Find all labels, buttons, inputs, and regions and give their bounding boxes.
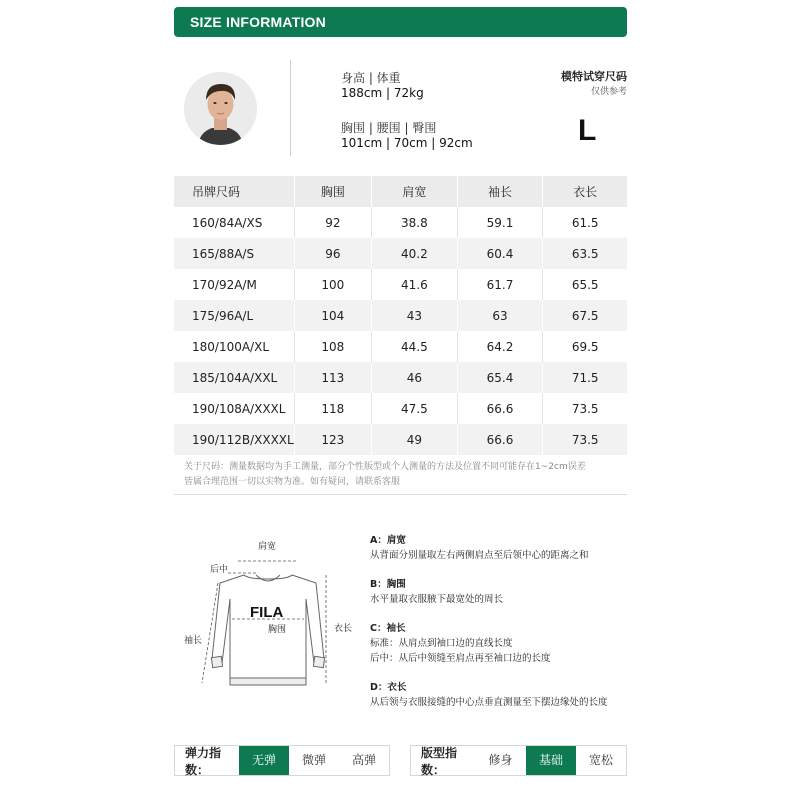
table-row <box>174 331 627 362</box>
cell-sleeve: 61.7 <box>457 269 543 300</box>
measure-shoulder-title: A：肩宽 <box>370 535 406 546</box>
cell-sleeve: 66.6 <box>457 424 543 455</box>
elasticity-option-slight[interactable]: 微弹 <box>301 753 326 767</box>
cell-length: 69.5 <box>543 331 627 362</box>
cell-length: 61.5 <box>543 207 627 238</box>
table-row <box>174 238 627 269</box>
cell-sleeve: 60.4 <box>457 238 543 269</box>
cell-chest: 100 <box>294 269 371 300</box>
size-table-header-row <box>174 176 627 207</box>
measure-sleeve <box>370 621 551 666</box>
cell-shoulder: 44.5 <box>372 331 458 362</box>
measure-sleeve-title: C：袖长 <box>370 623 406 634</box>
model-fit-size: L <box>578 114 597 147</box>
size-note-line-1: 关于尺码：测量数据均为手工测量，部分个性版型或个人测量的方法及位置不同可能存在1~2cm误差 <box>184 462 586 472</box>
section-divider <box>174 494 627 495</box>
header-shoulder: 肩宽 <box>372 176 458 207</box>
cell-length: 65.5 <box>543 269 627 300</box>
elasticity-option-none[interactable]: 无弹 <box>239 746 289 775</box>
cell-sleeve: 63 <box>457 300 543 331</box>
label-back-center: 后中 <box>210 565 229 575</box>
model-measurements-label: 胸围 | 腰围 | 臀围 <box>341 121 437 135</box>
fila-logo: FILA <box>250 604 284 621</box>
table-row <box>174 207 627 238</box>
model-fit-subtitle: 仅供参考 <box>590 87 627 97</box>
measure-length-desc: 从后领与衣服接缝的中心点垂直测量至下摆边缘处的长度 <box>370 697 608 708</box>
measure-shoulder <box>370 533 589 563</box>
elasticity-option-high[interactable]: 高弹 <box>351 753 376 767</box>
measure-shoulder-desc: 从背面分别量取左右两侧肩点至后领中心的距离之和 <box>370 550 589 561</box>
cell-sleeve: 65.4 <box>457 362 543 393</box>
model-height-weight-label: 身高 | 体重 <box>341 71 401 85</box>
cell-length: 73.5 <box>543 424 627 455</box>
table-row <box>174 300 627 331</box>
cell-chest: 118 <box>294 393 371 424</box>
cell-length: 63.5 <box>543 238 627 269</box>
cell-shoulder: 47.5 <box>372 393 458 424</box>
cell-length: 73.5 <box>543 393 627 424</box>
header-length: 衣长 <box>543 176 627 207</box>
label-sleeve: 袖长 <box>184 636 203 646</box>
cell-shoulder: 40.2 <box>372 238 458 269</box>
model-divider <box>290 60 291 156</box>
header-sleeve: 袖长 <box>457 176 543 207</box>
cell-tag-size: 160/84A/XS <box>174 207 294 238</box>
measure-chest-desc: 水平量取衣服腋下最宽处的周长 <box>370 594 504 605</box>
cell-chest: 113 <box>294 362 371 393</box>
cell-tag-size: 190/112B/XXXXL <box>174 424 294 455</box>
table-row <box>174 393 627 424</box>
model-portrait-icon <box>184 72 257 145</box>
label-length: 衣长 <box>334 624 353 634</box>
cell-chest: 96 <box>294 238 371 269</box>
table-row <box>174 424 627 455</box>
cell-chest: 104 <box>294 300 371 331</box>
cell-tag-size: 170/92A/M <box>174 269 294 300</box>
cell-chest: 123 <box>294 424 371 455</box>
size-information-banner: SIZE INFORMATION <box>174 7 627 37</box>
size-note-line-2: 皆属合理范围一切以实物为准。如有疑问，请联系客服 <box>184 477 401 487</box>
elasticity-index <box>174 745 390 776</box>
cell-shoulder: 38.8 <box>372 207 458 238</box>
cell-sleeve: 59.1 <box>457 207 543 238</box>
label-chest: 胸围 <box>268 625 287 635</box>
cell-length: 71.5 <box>543 362 627 393</box>
elasticity-label: 弹力指数： <box>185 745 222 777</box>
cell-tag-size: 185/104A/XXL <box>174 362 294 393</box>
size-note <box>184 460 629 490</box>
measure-chest-title: B：胸围 <box>370 579 406 590</box>
measure-chest <box>370 577 503 607</box>
cell-chest: 108 <box>294 331 371 362</box>
cell-tag-size: 175/96A/L <box>174 300 294 331</box>
fit-option-regular[interactable]: 基础 <box>526 746 576 775</box>
cell-chest: 92 <box>294 207 371 238</box>
header-tag-size: 吊牌尺码 <box>174 176 294 207</box>
model-height-weight-value: 188cm | 72kg <box>341 86 424 100</box>
model-avatar <box>184 72 257 145</box>
cell-sleeve: 66.6 <box>457 393 543 424</box>
fit-option-slim[interactable]: 修身 <box>488 753 513 767</box>
header-chest: 胸围 <box>294 176 371 207</box>
table-row <box>174 362 627 393</box>
cell-tag-size: 180/100A/XL <box>174 331 294 362</box>
cell-tag-size: 190/108A/XXXL <box>174 393 294 424</box>
measure-sleeve-desc-1: 标准：从肩点到袖口边的直线长度 <box>370 638 513 649</box>
measure-length <box>370 680 608 710</box>
cell-length: 67.5 <box>543 300 627 331</box>
label-shoulder: 肩宽 <box>258 542 277 552</box>
model-measurements-value: 101cm | 70cm | 92cm <box>341 136 473 150</box>
model-fit-title: 模特试穿尺码 <box>561 70 627 83</box>
measure-sleeve-desc-2: 后中：从后中领缝至肩点再至袖口边的长度 <box>370 653 551 664</box>
cell-shoulder: 46 <box>372 362 458 393</box>
fit-label: 版型指数： <box>421 745 458 777</box>
cell-shoulder: 41.6 <box>372 269 458 300</box>
size-table <box>174 176 627 455</box>
cell-shoulder: 49 <box>372 424 458 455</box>
cell-shoulder: 43 <box>372 300 458 331</box>
cell-sleeve: 64.2 <box>457 331 543 362</box>
sweatshirt-diagram <box>178 535 364 695</box>
fit-option-loose[interactable]: 宽松 <box>588 753 613 767</box>
fit-index <box>410 745 627 776</box>
table-row <box>174 269 627 300</box>
measure-length-title: D：衣长 <box>370 682 407 693</box>
cell-tag-size: 165/88A/S <box>174 238 294 269</box>
